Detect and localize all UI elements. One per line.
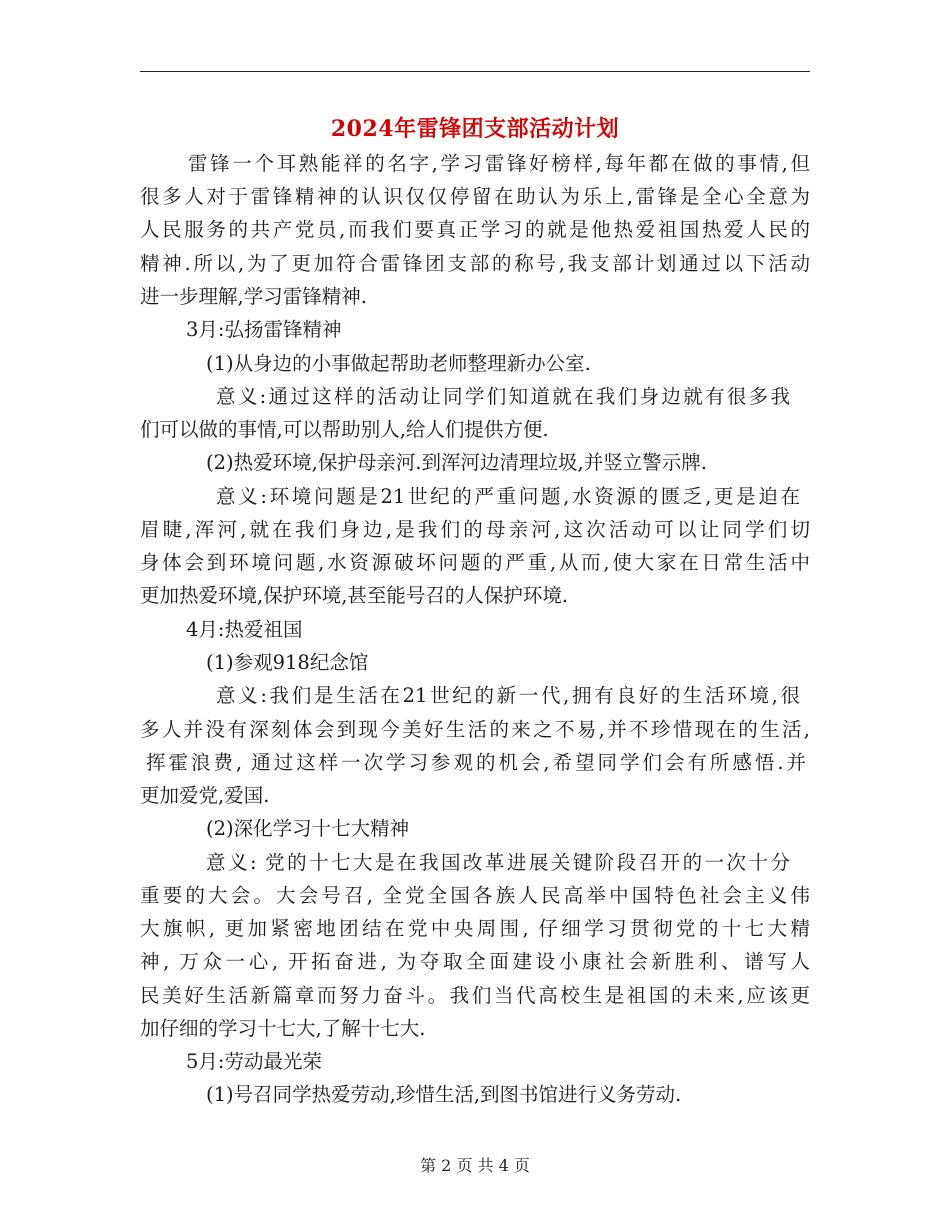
activity-item: (1)从身边的小事做起帮助老师整理新办公室. (206, 352, 591, 375)
section-heading: 4月:热爱祖国 (186, 618, 303, 641)
paragraph-line: 大旗帜, 更加紧密地团结在党中央周围, 仔细学习贯彻党的十七大精 (140, 917, 810, 940)
section-heading: 3月:弘扬雷锋精神 (186, 318, 342, 341)
paragraph-line: 很多人对于雷锋精神的认识仅仅停留在助认为乐上,雷锋是全心全意为 (140, 185, 810, 208)
paragraph-line: 意义: 党的十七大是在我国改革进展关键阶段召开的一次十分 (206, 851, 790, 874)
header-rule (140, 71, 810, 72)
paragraph-line: 精神.所以,为了更加符合雷锋团支部的称号,我支部计划通过以下活动 (140, 252, 810, 275)
paragraph-line: 人民服务的共产党员,而我们要真正学习的就是他热爱祖国热爱人民的 (140, 218, 810, 241)
paragraph-line: 意义:我们是生活在21世纪的新一代,拥有良好的生活环境,很 (216, 684, 800, 707)
page-number-footer: 第 2 页 共 4 页 (420, 1156, 530, 1175)
document-title: 2024年雷锋团支部活动计划 (330, 116, 620, 142)
paragraph-line: 们可以做的事情,可以帮助别人,给人们提供方便. (140, 418, 549, 441)
paragraph-line: 挥霍浪费, 通过这样一次学习参观的机会,希望同学们会有所感悟.并 (146, 751, 806, 774)
paragraph-line: 雷锋一个耳熟能祥的名字,学习雷锋好榜样,每年都在做的事情,但 (188, 152, 810, 175)
paragraph-line: 民美好生活新篇章而努力奋斗。我们当代高校生是祖国的未来,应该更 (140, 984, 810, 1007)
paragraph-line: 更加爱党,爱国. (140, 784, 270, 807)
paragraph-line: 加仔细的学习十七大,了解十七大. (140, 1017, 426, 1040)
section-heading: 5月:劳动最光荣 (186, 1050, 322, 1073)
activity-item: (2)热爱环境,保护母亲河.到浑河边清理垃圾,并竖立警示牌. (206, 451, 707, 474)
activity-item: (1)参观918纪念馆 (206, 651, 369, 674)
paragraph-line: 更加热爱环境,保护环境,甚至能号召的人保护环境. (140, 584, 569, 607)
paragraph-line: 进一步理解,学习雷锋精神. (140, 285, 367, 308)
paragraph-line: 眉睫,浑河,就在我们身边,是我们的母亲河,这次活动可以让同学们切 (140, 518, 810, 541)
activity-item: (2)深化学习十七大精神 (206, 817, 410, 840)
paragraph-line: 意义:环境问题是21世纪的严重问题,水资源的匮乏,更是迫在 (216, 485, 800, 508)
paragraph-line: 多人并没有深刻体会到现今美好生活的来之不易,并不珍惜现在的生活, (140, 718, 810, 741)
paragraph-line: 重要的大会。大会号召, 全党全国各族人民高举中国特色社会主义伟 (140, 884, 810, 907)
activity-item: (1)号召同学热爱劳动,珍惜生活,到图书馆进行义务劳动. (206, 1083, 682, 1106)
paragraph-line: 神, 万众一心, 开拓奋进, 为夺取全面建设小康社会新胜利、谱写人 (140, 950, 810, 973)
paragraph-line: 意义:通过这样的活动让同学们知道就在我们身边就有很多我 (216, 385, 790, 408)
paragraph-line: 身体会到环境问题,水资源破坏问题的严重,从而,使大家在日常生活中 (140, 551, 810, 574)
